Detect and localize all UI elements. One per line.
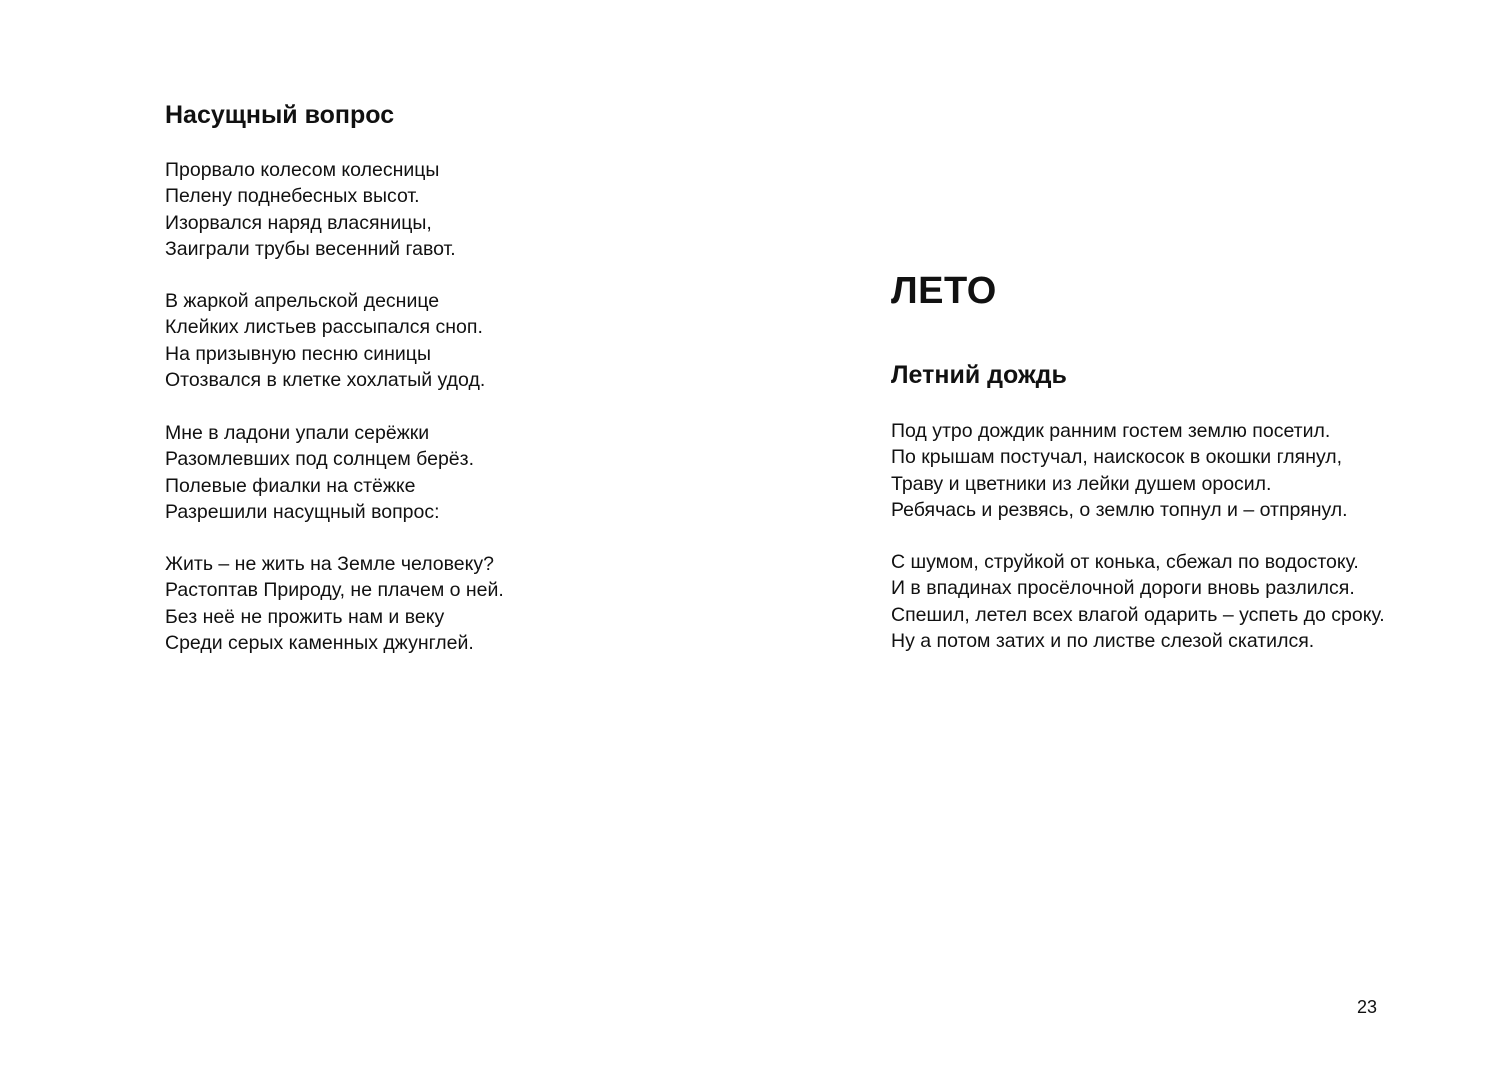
poem-line: Клейких листьев рассыпался сноп. xyxy=(165,316,483,339)
poem-line: В жаркой апрельской деснице xyxy=(165,290,440,312)
stanza-2 xyxy=(165,288,485,393)
poem-line: Отозвался в клетке хохлатый удод. xyxy=(165,368,486,391)
poem-line: С шумом, струйкой от конька, сбежал по водостоку. xyxy=(891,551,1359,573)
poem-line: И в впадинах просёлочной дороги вновь разлился. xyxy=(891,577,1355,600)
poem-line: Заиграли трубы весенний гавот. xyxy=(165,237,456,260)
poem-line: Среди серых каменных джунглей. xyxy=(165,631,474,654)
poem-line: Под утро дождик ранним гостем землю посетил. xyxy=(891,420,1331,442)
poem-line: Спешил, летел всех влагой одарить – успеть до сроку. xyxy=(891,603,1385,626)
poem-line: Изорвался наряд власяницы, xyxy=(165,211,432,234)
poem-line: На призывную песню синицы xyxy=(165,342,431,365)
poem-line: Без неё не прожить нам и веку xyxy=(165,605,445,628)
right-page xyxy=(745,0,1491,1080)
stanza-1 xyxy=(165,157,456,262)
poem-line: Жить – не жить на Земле человеку? xyxy=(165,553,494,575)
poem-line: По крышам постучал, наискосок в окошки глянул, xyxy=(891,446,1343,469)
stanza-2 xyxy=(891,549,1385,654)
poem-line: Мне в ладони упали серёжки xyxy=(165,422,430,444)
poem-line: Ну а потом затих и по листве слезой скатился. xyxy=(891,629,1315,652)
poem-line: Полевые фиалки на стёжке xyxy=(165,474,416,497)
poem-line: Траву и цветники из лейки душем оросил. xyxy=(891,472,1272,495)
poem-line: Ребячась и резвясь, о землю топнул и – отпрянул. xyxy=(891,498,1348,521)
left-page xyxy=(0,0,745,1080)
stanza-3 xyxy=(165,420,474,525)
poem-line: Прорвало колесом колесницы xyxy=(165,159,440,181)
poem-line: Пелену поднебесных высот. xyxy=(165,185,420,208)
section-heading: ЛЕТО xyxy=(891,270,997,312)
poem-line: Растоптав Природу, не плачем о ней. xyxy=(165,579,504,602)
poem-line: Разрешили насущный вопрос: xyxy=(165,500,440,523)
page-number: 23 xyxy=(1356,997,1377,1017)
poem-line: Разомлевших под солнцем берёз. xyxy=(165,448,475,471)
poem-title-left: Насущный вопрос xyxy=(165,101,395,129)
stanza-1 xyxy=(891,418,1348,523)
poem-title-right: Летний дождь xyxy=(891,361,1067,389)
stanza-4 xyxy=(165,551,504,656)
